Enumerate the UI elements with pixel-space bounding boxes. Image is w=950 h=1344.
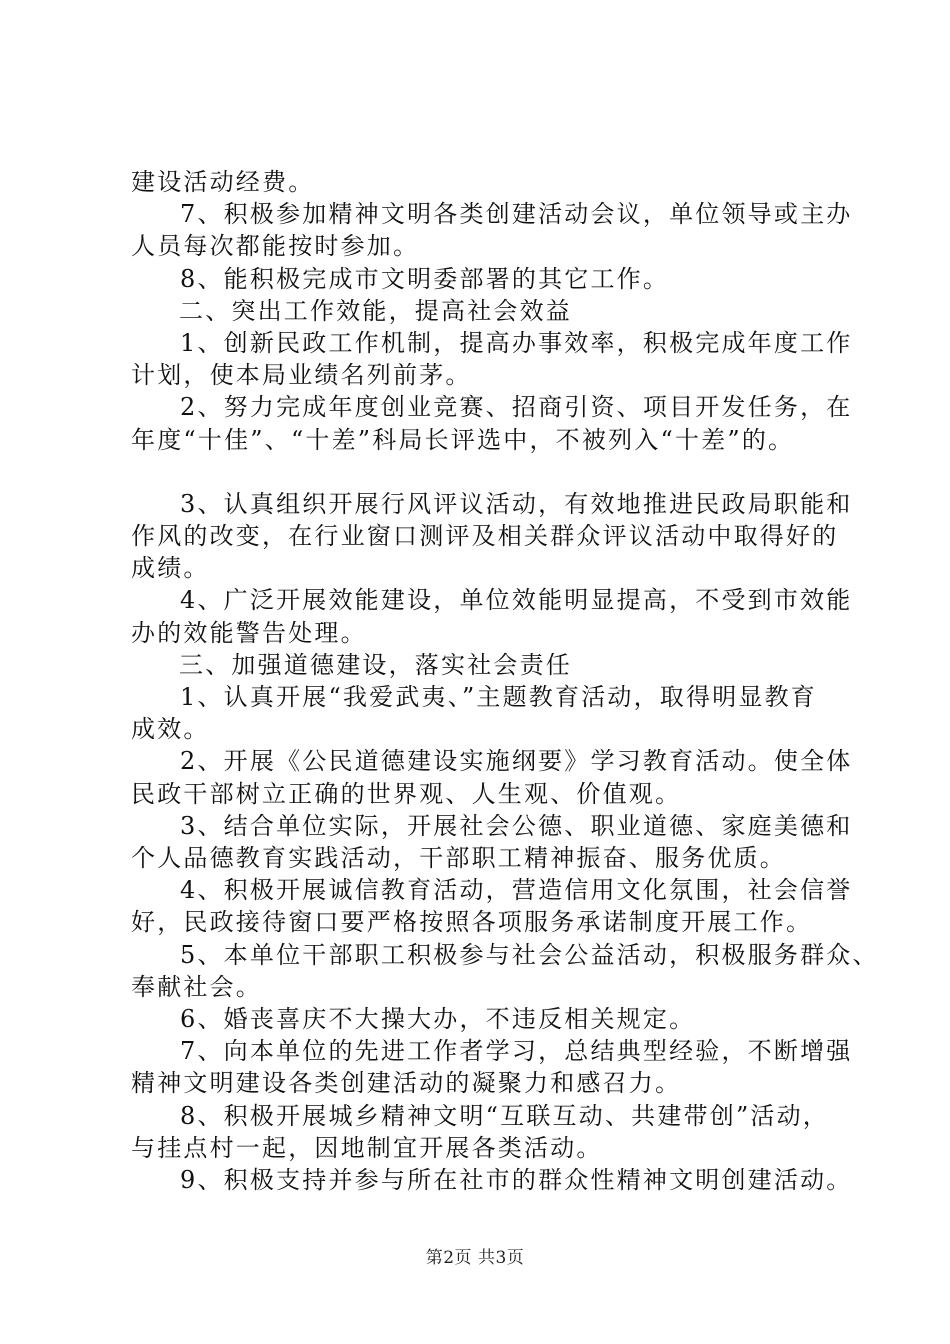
text-line: 2、努力完成年度创业竞赛、招商引资、项目开发任务，在 xyxy=(180,393,853,422)
text-line: 1、认真开展“我爱武夷、”主题教育活动，取得明显教育 xyxy=(180,683,818,712)
text-line: 4、积极开展诚信教育活动，营造信用文化氛围，社会信誉 xyxy=(180,876,853,905)
text-line: 1、创新民政工作机制，提高办事效率，积极完成年度工作 xyxy=(180,329,853,358)
text-line: 4、广泛开展效能建设，单位效能明显提高，不受到市效能 xyxy=(180,586,853,615)
text-line: 作风的改变，在行业窗口测评及相关群众评议活动中取得好的 xyxy=(131,522,839,551)
text-line: 办的效能警告处理。 xyxy=(131,618,367,647)
text-line: 个人品德教育实践活动，干部职工精神振奋、服务优质。 xyxy=(131,844,786,873)
page-footer: 第2页 共3页 xyxy=(425,1248,525,1268)
text-line: 3、结合单位实际，开展社会公德、职业道德、家庭美德和 xyxy=(180,811,853,840)
text-line: 奉献社会。 xyxy=(131,972,262,1001)
text-line: 成效。 xyxy=(131,715,210,744)
text-line: 7、向本单位的先进工作者学习，总结典型经验，不断增强 xyxy=(180,1037,853,1066)
text-line: 8、能积极完成市文明委部署的其它工作。 xyxy=(180,264,670,293)
section-heading: 三、加强道德建设，落实社会责任 xyxy=(179,650,572,679)
text-line: 民政干部树立正确的世界观、人生观、价值观。 xyxy=(131,779,682,808)
text-line: 7、积极参加精神文明各类创建活动会议，单位领导或主办 xyxy=(180,200,853,229)
text-line: 9、积极支持并参与所在社市的群众性精神文明创建活动。 xyxy=(180,1166,853,1195)
text-line: 5、本单位干部职工积极参与社会公益活动，积极服务群众、 xyxy=(180,940,879,969)
text-line: 年度“十佳”、“十差”科局长评选中，不被列入“十差”的。 xyxy=(131,425,795,454)
text-line: 与挂点村一起，因地制宜开展各类活动。 xyxy=(131,1133,603,1162)
text-line: 6、婚丧喜庆不大操大办，不违反相关规定。 xyxy=(180,1005,696,1034)
blank-line xyxy=(131,456,891,488)
text-line: 精神文明建设各类创建活动的凝聚力和感召力。 xyxy=(131,1069,682,1098)
text-line: 成绩。 xyxy=(131,554,210,583)
text-line: 8、积极开展城乡精神文明“互联互动、共建带创”活动， xyxy=(180,1101,830,1130)
text-line: 计划，使本局业绩名列前茅。 xyxy=(131,361,472,390)
text-line: 2、开展《公民道德建设实施纲要》学习教育活动。使全体 xyxy=(180,747,853,776)
section-heading: 二、突出工作效能，提高社会效益 xyxy=(179,296,572,325)
text-line: 建设活动经费。 xyxy=(131,168,315,196)
document-body xyxy=(131,166,891,1196)
text-line: 人员每次都能按时参加。 xyxy=(131,232,420,261)
text-line: 3、认真组织开展行风评议活动，有效地推进民政局职能和 xyxy=(180,489,853,518)
text-line: 好，民政接待窗口要严格按照各项服务承诺制度开展工作。 xyxy=(131,908,813,937)
